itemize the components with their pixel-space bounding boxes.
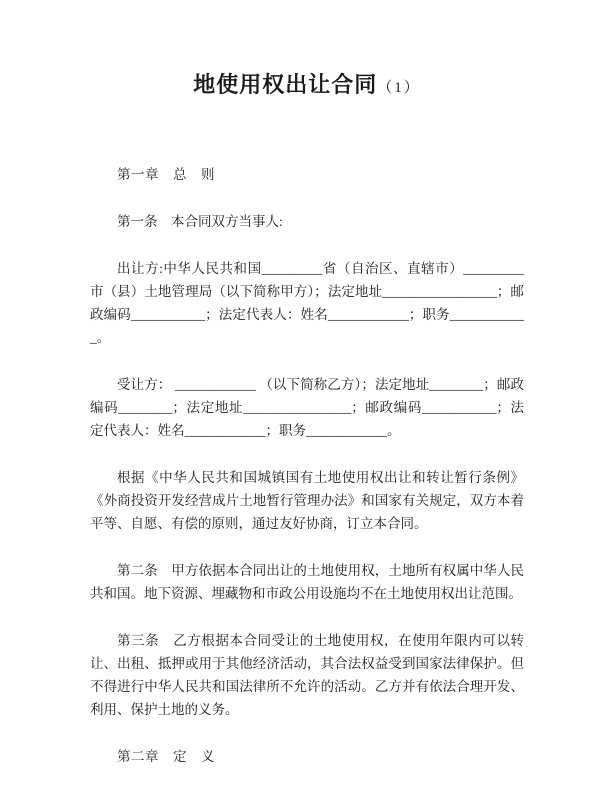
assignee-party-clause: 受让方： ____________ （以下简称乙方）；法定地址________；邮政编码________；法定地址________________；邮政编码___________；法定代表人：姓名____________；职务____________。 [90,377,524,438]
chapter-2-heading: 第二章 定 义 [117,749,215,764]
article-3-rights-clause: 第三条 乙方根据本合同受让的土地使用权，在使用年限内可以转让、出租、抵押或用于其他经济活动，其合法权益受到国家法律保护。但不得进行中华人民共和国法律所不允许的活动。乙方并有依法合理开发、利用、保护土地的义务。 [90,633,524,717]
chapter-1-heading: 第一章 总 则 [117,167,215,182]
document-title [90,72,524,101]
document-title-text: 地使用权出让合同 [193,72,378,97]
article-2-ownership-clause: 第二条 甲方依据本合同出让的土地使用权，土地所有权属中华人民共和国。地下资源、埋藏物和市政公用设施均不在土地使用权出让范围。 [90,563,524,601]
assignor-party-clause: 出让方:中华人民共和国_________省（自治区、直辖市）_________市（县）土地管理局（以下简称甲方）；法定地址_________________；邮政编码___________；法定代表人：姓名____________；职务____________。 [90,261,524,345]
article-1-parties-clause: 第一条 本合同双方当事人: [117,214,283,229]
legal-basis-clause: 根据《中华人民共和国城镇国有土地使用权出让和转让暂行条例》《外商投资开发经营成片土地暂行管理办法》和国家有关规定，双方本着平等、自愿、有偿的原则，通过友好协商，订立本合同。 [90,470,524,531]
document-title-number: （1） [377,80,421,96]
